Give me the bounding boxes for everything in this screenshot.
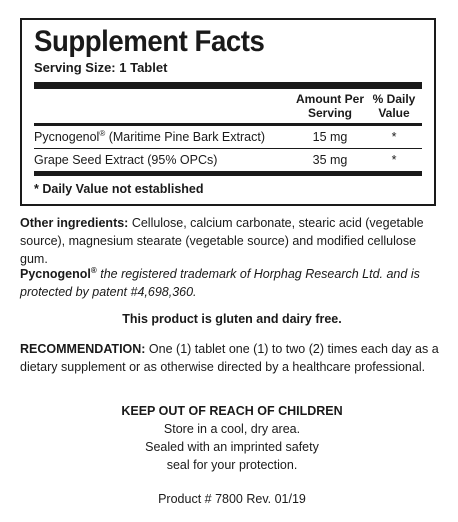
header-amount: Amount Per Serving [295, 92, 364, 120]
ingredient-dv: * [391, 130, 397, 144]
registered-mark: ® [99, 129, 106, 139]
ingredient-amount: 35 mg [312, 153, 348, 167]
table-row [34, 126, 422, 148]
facts-title: Supplement Facts [34, 25, 265, 58]
seal-line-2: seal for your protection. [166, 458, 298, 472]
header-daily-value: % Daily Value [372, 92, 416, 120]
serving-size: Serving Size: 1 Tablet [34, 60, 168, 75]
seal-line-1: Sealed with an imprinted safety [145, 440, 319, 454]
product-number: Product # 7800 Rev. 01/19 [158, 492, 306, 506]
other-ingredients-label: Other ingredients: [20, 216, 129, 230]
other-ingredients [20, 214, 444, 268]
daily-value-footnote: * Daily Value not established [34, 182, 204, 196]
ingredient-name-text: Pycnogenol [34, 130, 100, 145]
ingredient-name-rest: (Maritime Pine Bark Extract) [105, 130, 265, 145]
thick-divider [34, 82, 422, 89]
supplement-facts-panel [20, 18, 436, 206]
storage-line: Store in a cool, dry area. [163, 422, 301, 436]
recommendation-label: RECOMMENDATION: [20, 342, 146, 356]
trademark-notice [20, 262, 444, 301]
recommendation [20, 340, 444, 376]
warning-title: KEEP OUT OF REACH OF CHILDREN [121, 404, 343, 418]
ingredient-dv: * [391, 153, 397, 167]
facts-header-row [34, 89, 422, 123]
recommendation-text: One (1) tablet one (1) to two (2) times each day as a dietary supplement or as otherwise directed by a healthcare professional. [20, 342, 439, 374]
trademark-text: the registered trademark of Horphag Research Ltd. and is protected by patent #4,698,360. [20, 267, 420, 300]
other-ingredients-text: Cellulose, calcium carbonate, stearic acid (vegetable source), magnesium stearate (vegetable source) and modified cellulose gum. [20, 216, 424, 266]
ingredient-name: Grape Seed Extract (95% OPCs) [34, 153, 218, 167]
trademark-mark: ® [90, 266, 97, 275]
ingredient-name [34, 129, 294, 144]
gluten-statement: This product is gluten and dairy free. [122, 312, 342, 326]
ingredient-amount: 15 mg [312, 130, 348, 144]
table-row [34, 149, 422, 171]
bottom-divider [34, 171, 422, 176]
trademark-brand: Pycnogenol [20, 267, 91, 282]
